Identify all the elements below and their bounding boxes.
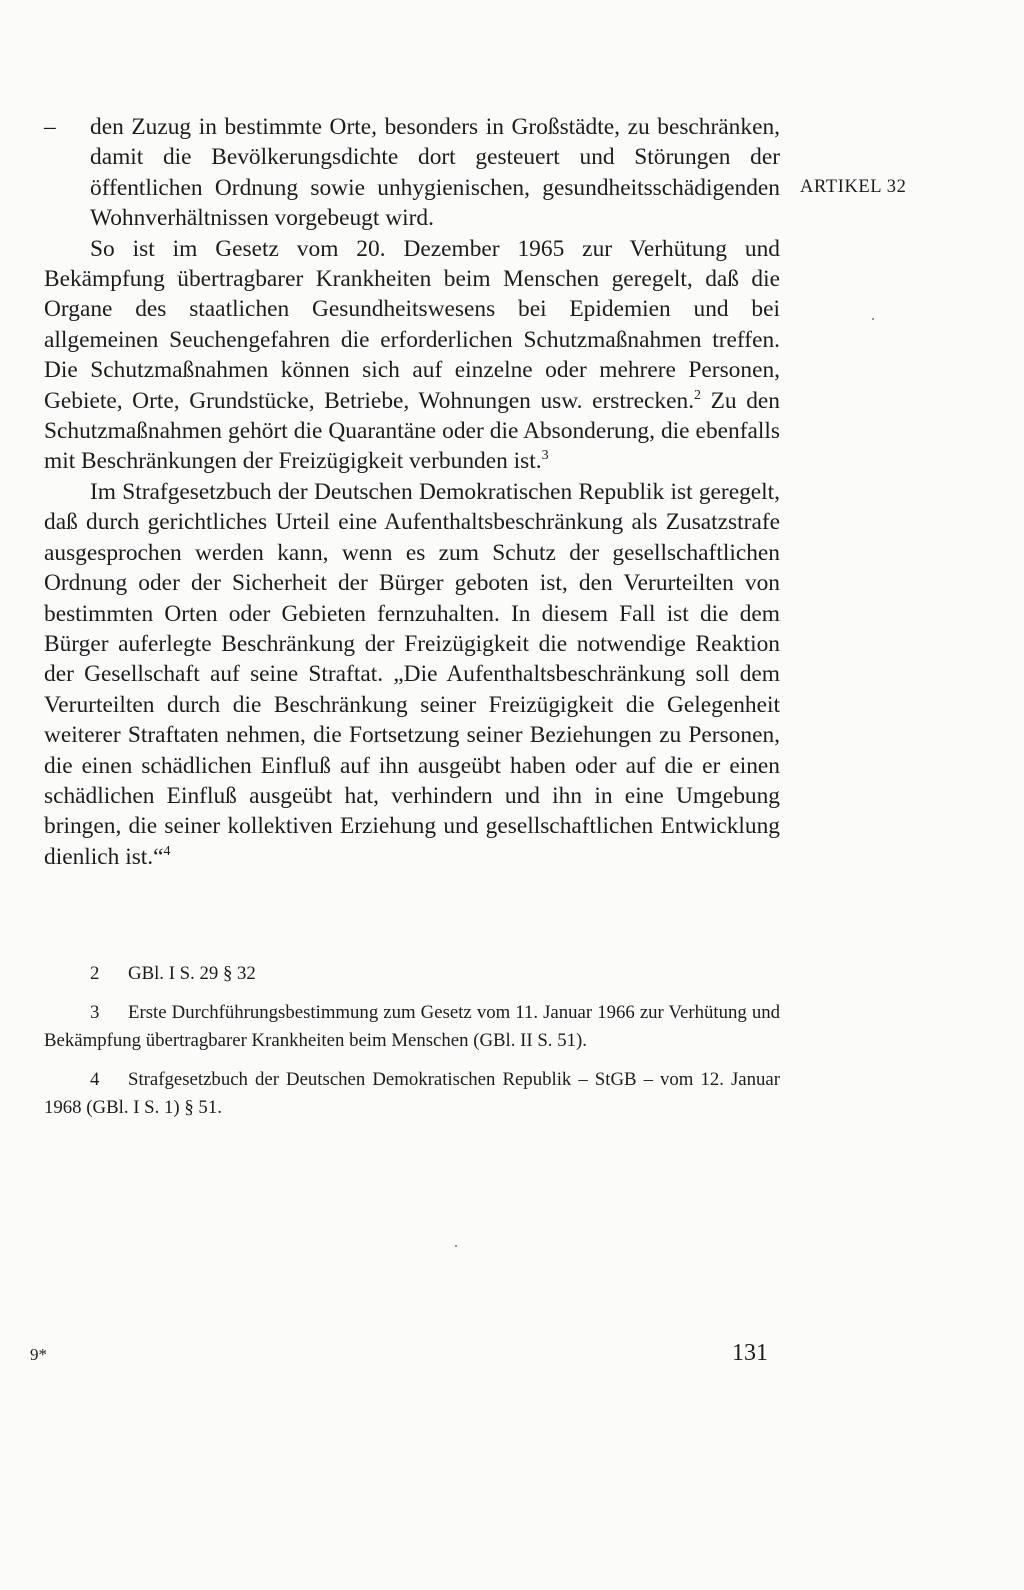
paragraph-1-text-b: Zu den Schutzmaßnahmen gehört die Quarantäne oder die Absonderung, die ebenfalls mit Beschränkungen der Freizügigkeit verbunden ist. [44, 387, 781, 475]
dash-item-text: den Zuzug in bestimmte Orte, besonders in Großstädte, zu beschränken, damit die Bevölkerungsdichte dort gesteuert und Störungen der öffentlichen Ordnung sowie unhygienischen, gesundheitsschädigenden Wohnverhältnissen vorgebeugt wird. [90, 114, 780, 232]
footnote-2 [44, 960, 780, 989]
dash-marker: – [44, 114, 56, 140]
footnote-text: Erste Durchführungsbestimmung zum Gesetz vom 11. Januar 1966 zur Verhütung und Bekämpfung übertragbarer Krankheiten beim Menschen (GBl. II S. 51). [44, 1001, 780, 1052]
footnote-3 [44, 999, 780, 1056]
footnote-text: Strafgesetzbuch der Deutschen Demokratischen Republik – StGB – vom 12. Januar 1968 (GBl. I S. 1) § 51. [44, 1068, 780, 1119]
paper-speck [455, 1245, 457, 1247]
footnote-number: 2 [90, 963, 100, 984]
dash-list-item [44, 112, 780, 234]
page-number: 131 [732, 1340, 768, 1366]
sheet-signature: 9* [30, 1345, 47, 1364]
footnote-ref-4: 4 [163, 843, 171, 859]
footnote-number: 4 [90, 1068, 100, 1090]
paragraph-infection-law [44, 234, 780, 477]
paragraph-1-text-a: So ist im Gesetz vom 20. Dezember 1965 zur Verhütung und Bekämpfung übertragbarer Krankheiten beim Menschen geregelt, daß die Organe des staatlichen Gesundheitswesens bei Epidemien und bei allgemeinen Seuchengefahren die erforderlichen Schutzmaßnahmen treffen. Die Schutzmaßnahmen können sich auf einzelne oder mehrere Personen, Gebiete, Orte, Grundstücke, Betriebe, Wohnungen usw. erstrecken. [44, 235, 780, 414]
footnote-ref-3: 3 [541, 448, 549, 464]
footnote-number: 3 [90, 1001, 100, 1023]
footnote-4 [44, 1066, 780, 1123]
main-text [44, 112, 780, 872]
footnote-text: GBl. I S. 29 § 32 [128, 963, 256, 984]
footnote-ref-2: 2 [694, 387, 702, 403]
paragraph-2-text: Im Strafgesetzbuch der Deutschen Demokratischen Republik ist geregelt, daß durch gerichtliches Urteil eine Aufenthaltsbeschränkung als Zusatzstrafe ausgesprochen werden kann, wenn es zum Schutz der gesellschaftlichen Ordnung oder der Sicherheit der Bürger geboten ist, den Verurteilten von bestimmten Orten oder Gebieten fernzuhalten. In diesem Fall ist die dem Bürger auferlegte Beschränkung der Freizügigkeit die notwendige Reaktion der Gesellschaft auf seine Straftat. „Die Aufenthaltsbeschränkung soll dem Verurteilten durch die Beschränkung seiner Freizügigkeit die Gelegenheit weiterer Straftaten nehmen, die Fortsetzung seiner Beziehungen zu Personen, die einen schädlichen Einfluß auf ihn ausgeübt haben oder auf die er einen schädlichen Einfluß ausgeübt hat, verhindern und ihn in eine Umgebung bringen, die seiner kollektiven Erziehung und gesellschaftlichen Entwicklung dienlich ist.“ [44, 478, 780, 870]
footnotes [44, 960, 780, 1133]
article-margin-note: ARTIKEL 32 [800, 177, 907, 197]
paper-speck [872, 318, 874, 320]
paragraph-criminal-code [44, 477, 780, 872]
